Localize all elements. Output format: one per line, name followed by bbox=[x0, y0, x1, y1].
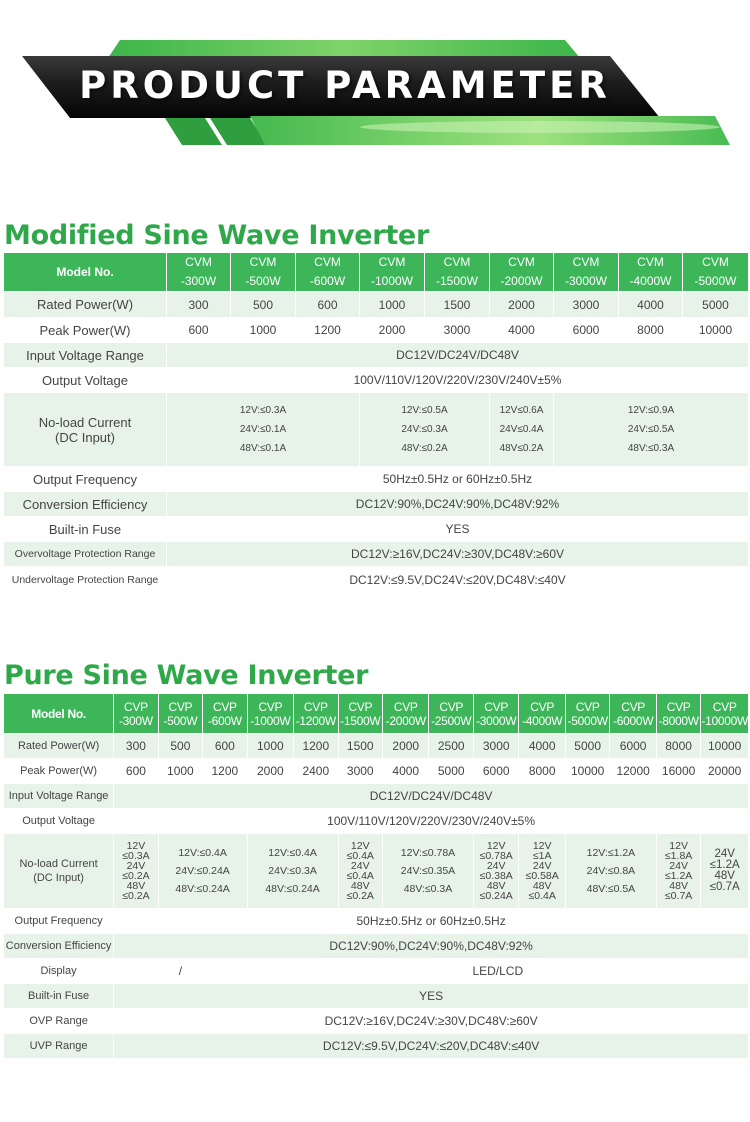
rated-power-cell: 2500 bbox=[429, 734, 473, 759]
peak-power-cell: 4000 bbox=[490, 318, 554, 343]
rated-power-cell: 5000 bbox=[683, 292, 749, 318]
model-cell: CVM -2000W bbox=[490, 253, 554, 292]
peak-power-cell: 8000 bbox=[519, 759, 565, 784]
peak-power-cell: 1000 bbox=[158, 759, 202, 784]
rated-power-row bbox=[4, 734, 749, 759]
peak-power-cell: 6000 bbox=[554, 318, 619, 343]
builtin-fuse-row bbox=[4, 984, 749, 1009]
peak-power-cell: 12000 bbox=[610, 759, 656, 784]
noload-current-cell: 12V:≤1.2A 24V:≤0.8A 48V:≤0.5A bbox=[565, 834, 656, 909]
builtin-fuse-label: Built-in Fuse bbox=[4, 984, 114, 1009]
noload-current-cell: 12V ≤0.78A 24V ≤0.38A 48V ≤0.24A bbox=[473, 834, 518, 909]
peak-power-cell: 5000 bbox=[429, 759, 473, 784]
rated-power-label: Rated Power(W) bbox=[4, 734, 114, 759]
modified-sine-spec-table bbox=[3, 252, 749, 593]
noload-current-cell: 12V ≤0.3A 24V ≤0.2A 48V ≤0.2A bbox=[114, 834, 158, 909]
input-voltage-row bbox=[4, 784, 749, 809]
ovp-row bbox=[4, 1009, 749, 1034]
output-frequency-row bbox=[4, 467, 749, 492]
display-label: Display bbox=[4, 959, 114, 984]
input-voltage-label: Input Voltage Range bbox=[4, 343, 167, 368]
peak-power-label: Peak Power(W) bbox=[4, 759, 114, 784]
model-cell: CVM -500W bbox=[231, 253, 296, 292]
model-cell: CVP -4000W bbox=[519, 694, 565, 734]
model-cell: CVP -600W bbox=[203, 694, 247, 734]
input-voltage-value: DC12V/DC24V/DC48V bbox=[167, 343, 749, 368]
overvoltage-value: DC12V:≥16V,DC24V:≥30V,DC48V:≥60V bbox=[167, 542, 749, 567]
noload-current-cell: 12V ≤1.8A 24V ≤1.2A 48V ≤0.7A bbox=[656, 834, 700, 909]
rated-power-cell: 2000 bbox=[383, 734, 429, 759]
rated-power-cell: 6000 bbox=[610, 734, 656, 759]
uvp-label: UVP Range bbox=[4, 1034, 114, 1059]
builtin-fuse-label: Built-in Fuse bbox=[4, 517, 167, 542]
peak-power-cell: 4000 bbox=[383, 759, 429, 784]
output-voltage-label: Output Voltage bbox=[4, 368, 167, 393]
rated-power-cell: 500 bbox=[158, 734, 202, 759]
rated-power-cell: 600 bbox=[296, 292, 360, 318]
output-voltage-row bbox=[4, 368, 749, 393]
noload-current-cell: 12V:≤0.3A 24V:≤0.1A 48V:≤0.1A bbox=[167, 393, 360, 467]
pure-sine-heading: Pure Sine Wave Inverter bbox=[4, 660, 369, 691]
rated-power-cell: 500 bbox=[231, 292, 296, 318]
noload-current-cell: 12V:≤0.78A 24V:≤0.35A 48V:≤0.3A bbox=[383, 834, 474, 909]
noload-current-label: No-load Current (DC Input) bbox=[4, 393, 167, 467]
model-cell: CVP -1500W bbox=[338, 694, 382, 734]
ovp-value: DC12V:≥16V,DC24V:≥30V,DC48V:≥60V bbox=[114, 1009, 749, 1034]
peak-power-cell: 600 bbox=[167, 318, 231, 343]
model-cell: CVM -1500W bbox=[425, 253, 490, 292]
rated-power-cell: 1500 bbox=[338, 734, 382, 759]
rated-power-cell: 5000 bbox=[565, 734, 609, 759]
noload-current-label: No-load Current (DC Input) bbox=[4, 834, 114, 909]
ovp-label: OVP Range bbox=[4, 1009, 114, 1034]
peak-power-cell: 10000 bbox=[565, 759, 609, 784]
output-frequency-value: 50Hz±0.5Hz or 60Hz±0.5Hz bbox=[114, 909, 749, 934]
model-cell: CVP -500W bbox=[158, 694, 202, 734]
peak-power-cell: 3000 bbox=[338, 759, 382, 784]
model-cell: CVM -4000W bbox=[619, 253, 683, 292]
rated-power-cell: 1000 bbox=[247, 734, 293, 759]
model-cell: CVP -3000W bbox=[473, 694, 518, 734]
noload-current-cell: 12V ≤0.4A 24V ≤0.4A 48V ≤0.2A bbox=[338, 834, 382, 909]
display-row bbox=[4, 959, 749, 984]
noload-current-cell: 12V:≤0.4A 24V:≤0.3A 48V:≤0.24A bbox=[247, 834, 338, 909]
model-cell: CVM -5000W bbox=[683, 253, 749, 292]
builtin-fuse-row bbox=[4, 517, 749, 542]
noload-current-cell: 12V:≤0.4A 24V:≤0.24A 48V:≤0.24A bbox=[158, 834, 247, 909]
output-frequency-value: 50Hz±0.5Hz or 60Hz±0.5Hz bbox=[167, 467, 749, 492]
peak-power-cell: 8000 bbox=[619, 318, 683, 343]
peak-power-cell: 6000 bbox=[473, 759, 518, 784]
peak-power-cell: 10000 bbox=[683, 318, 749, 343]
conversion-efficiency-row bbox=[4, 934, 749, 959]
banner-title: PRODUCT PARAMETER bbox=[79, 64, 611, 107]
rated-power-cell: 300 bbox=[114, 734, 158, 759]
rated-power-cell: 10000 bbox=[701, 734, 749, 759]
output-voltage-value: 100V/110V/120V/220V/230V/240V±5% bbox=[114, 809, 749, 834]
rated-power-cell: 3000 bbox=[554, 292, 619, 318]
model-cell: CVP -6000W bbox=[610, 694, 656, 734]
model-cell: CVP -1200W bbox=[294, 694, 338, 734]
peak-power-cell: 3000 bbox=[425, 318, 490, 343]
undervoltage-label: Undervoltage Protection Range bbox=[4, 567, 167, 593]
output-frequency-row bbox=[4, 909, 749, 934]
peak-power-cell: 2000 bbox=[360, 318, 425, 343]
output-voltage-value: 100V/110V/120V/220V/230V/240V±5% bbox=[167, 368, 749, 393]
model-cell: CVM -1000W bbox=[360, 253, 425, 292]
product-parameter-banner bbox=[0, 0, 750, 170]
peak-power-row bbox=[4, 318, 749, 343]
rated-power-cell: 600 bbox=[203, 734, 247, 759]
noload-current-cell: 12V≤0.6A 24V≤0.4A 48V≤0.2A bbox=[490, 393, 554, 467]
peak-power-row bbox=[4, 759, 749, 784]
rated-power-cell: 4000 bbox=[519, 734, 565, 759]
input-voltage-row bbox=[4, 343, 749, 368]
model-label: Model No. bbox=[4, 694, 114, 734]
model-cell: CVP -2500W bbox=[429, 694, 473, 734]
rated-power-label: Rated Power(W) bbox=[4, 292, 167, 318]
rated-power-cell: 1500 bbox=[425, 292, 490, 318]
model-cell: CVM -600W bbox=[296, 253, 360, 292]
peak-power-cell: 600 bbox=[114, 759, 158, 784]
builtin-fuse-value: YES bbox=[167, 517, 749, 542]
undervoltage-row bbox=[4, 567, 749, 593]
peak-power-cell: 2400 bbox=[294, 759, 338, 784]
peak-power-cell: 2000 bbox=[247, 759, 293, 784]
model-row bbox=[4, 253, 749, 292]
rated-power-cell: 8000 bbox=[656, 734, 700, 759]
model-cell: CVP -300W bbox=[114, 694, 158, 734]
rated-power-cell: 1000 bbox=[360, 292, 425, 318]
model-cell: CVP -1000W bbox=[247, 694, 293, 734]
uvp-value: DC12V:≤9.5V,DC24V:≤20V,DC48V:≤40V bbox=[114, 1034, 749, 1059]
conversion-efficiency-label: Conversion Efficiency bbox=[4, 492, 167, 517]
display-cell: LED/LCD bbox=[247, 959, 748, 984]
model-cell: CVP -5000W bbox=[565, 694, 609, 734]
model-row bbox=[4, 694, 749, 734]
input-voltage-value: DC12V/DC24V/DC48V bbox=[114, 784, 749, 809]
output-voltage-row bbox=[4, 809, 749, 834]
output-voltage-label: Output Voltage bbox=[4, 809, 114, 834]
conversion-efficiency-value: DC12V:90%,DC24V:90%,DC48V:92% bbox=[167, 492, 749, 517]
pure-sine-spec-table bbox=[3, 693, 749, 1059]
peak-power-label: Peak Power(W) bbox=[4, 318, 167, 343]
model-cell: CVP -10000W bbox=[701, 694, 749, 734]
rated-power-row bbox=[4, 292, 749, 318]
noload-current-cell: 12V:≤0.9A 24V:≤0.5A 48V:≤0.3A bbox=[554, 393, 749, 467]
noload-current-cell: 24V ≤1.2A 48V ≤0.7A bbox=[701, 834, 749, 909]
input-voltage-label: Input Voltage Range bbox=[4, 784, 114, 809]
model-cell: CVP -2000W bbox=[383, 694, 429, 734]
noload-current-cell: 12V ≤1A 24V ≤0.58A 48V ≤0.4A bbox=[519, 834, 565, 909]
model-cell: CVM -3000W bbox=[554, 253, 619, 292]
rated-power-cell: 300 bbox=[167, 292, 231, 318]
peak-power-cell: 1000 bbox=[231, 318, 296, 343]
peak-power-cell: 1200 bbox=[203, 759, 247, 784]
conversion-efficiency-row bbox=[4, 492, 749, 517]
peak-power-cell: 20000 bbox=[701, 759, 749, 784]
rated-power-cell: 4000 bbox=[619, 292, 683, 318]
undervoltage-value: DC12V:≤9.5V,DC24V:≤20V,DC48V:≤40V bbox=[167, 567, 749, 593]
peak-power-cell: 1200 bbox=[296, 318, 360, 343]
output-frequency-label: Output Frequency bbox=[4, 467, 167, 492]
output-frequency-label: Output Frequency bbox=[4, 909, 114, 934]
rated-power-cell: 2000 bbox=[490, 292, 554, 318]
model-cell: CVP -8000W bbox=[656, 694, 700, 734]
model-cell: CVM -300W bbox=[167, 253, 231, 292]
builtin-fuse-value: YES bbox=[114, 984, 749, 1009]
peak-power-cell: 16000 bbox=[656, 759, 700, 784]
modified-sine-heading: Modified Sine Wave Inverter bbox=[4, 220, 429, 251]
overvoltage-row bbox=[4, 542, 749, 567]
display-cell: / bbox=[114, 959, 247, 984]
noload-current-cell: 12V:≤0.5A 24V:≤0.3A 48V:≤0.2A bbox=[360, 393, 490, 467]
uvp-row bbox=[4, 1034, 749, 1059]
rated-power-cell: 1200 bbox=[294, 734, 338, 759]
conversion-efficiency-value: DC12V:90%,DC24V:90%,DC48V:92% bbox=[114, 934, 749, 959]
noload-current-row bbox=[4, 393, 749, 467]
noload-current-row bbox=[4, 834, 749, 909]
conversion-efficiency-label: Conversion Efficiency bbox=[4, 934, 114, 959]
rated-power-cell: 3000 bbox=[473, 734, 518, 759]
overvoltage-label: Overvoltage Protection Range bbox=[4, 542, 167, 567]
model-label: Model No. bbox=[4, 253, 167, 292]
